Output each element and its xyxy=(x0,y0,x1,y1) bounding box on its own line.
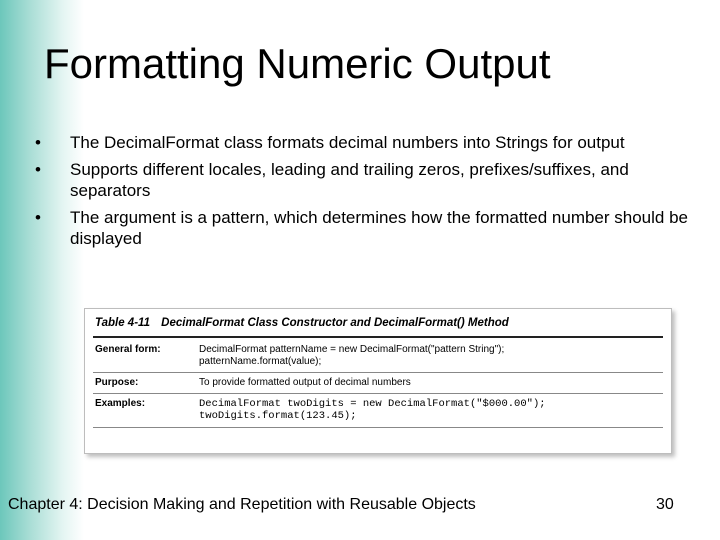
bullet-item xyxy=(28,207,688,249)
row-label: General form: xyxy=(95,344,161,355)
row-value-line: DecimalFormat patternName = new DecimalFormat("pattern String"); xyxy=(199,344,505,355)
page-number: 30 xyxy=(656,496,674,513)
bullet-list xyxy=(28,132,688,255)
bullet-text: The argument is a pattern, which determines how the formatted number should be displayed xyxy=(70,208,689,248)
bullet-text: Supports different locales, leading and trailing zeros, prefixes/suffixes, and separators xyxy=(70,160,629,200)
row-value-line: twoDigits.format(123.45); xyxy=(199,410,357,422)
row-value-line: DecimalFormat twoDigits = new DecimalFormat("$000.00"); xyxy=(199,398,546,410)
table-figure xyxy=(84,308,672,454)
table-caption-number: Table 4-11 xyxy=(95,317,150,329)
table-row-divider xyxy=(93,393,663,394)
bullet-item xyxy=(28,132,688,153)
bullet-icon: • xyxy=(35,160,41,179)
table-row-divider xyxy=(93,372,663,373)
row-value-line: patternName.format(value); xyxy=(199,356,322,367)
table-bottom-rule xyxy=(93,427,663,428)
bullet-text: The DecimalFormat class formats decimal numbers into Strings for output xyxy=(70,133,625,152)
slide-title: Formatting Numeric Output xyxy=(44,40,551,87)
slide-footer: Chapter 4: Decision Making and Repetition with Reusable Objects xyxy=(8,496,476,513)
bullet-item xyxy=(28,159,688,201)
row-label: Examples: xyxy=(95,398,146,409)
table-top-rule xyxy=(93,336,663,338)
row-value-line: To provide formatted output of decimal numbers xyxy=(199,377,411,388)
bullet-icon: • xyxy=(35,208,41,227)
table-caption xyxy=(95,317,509,329)
bullet-icon: • xyxy=(35,133,41,152)
table-caption-text: DecimalFormat Class Constructor and DecimalFormat() Method xyxy=(161,317,509,329)
row-label: Purpose: xyxy=(95,377,139,388)
